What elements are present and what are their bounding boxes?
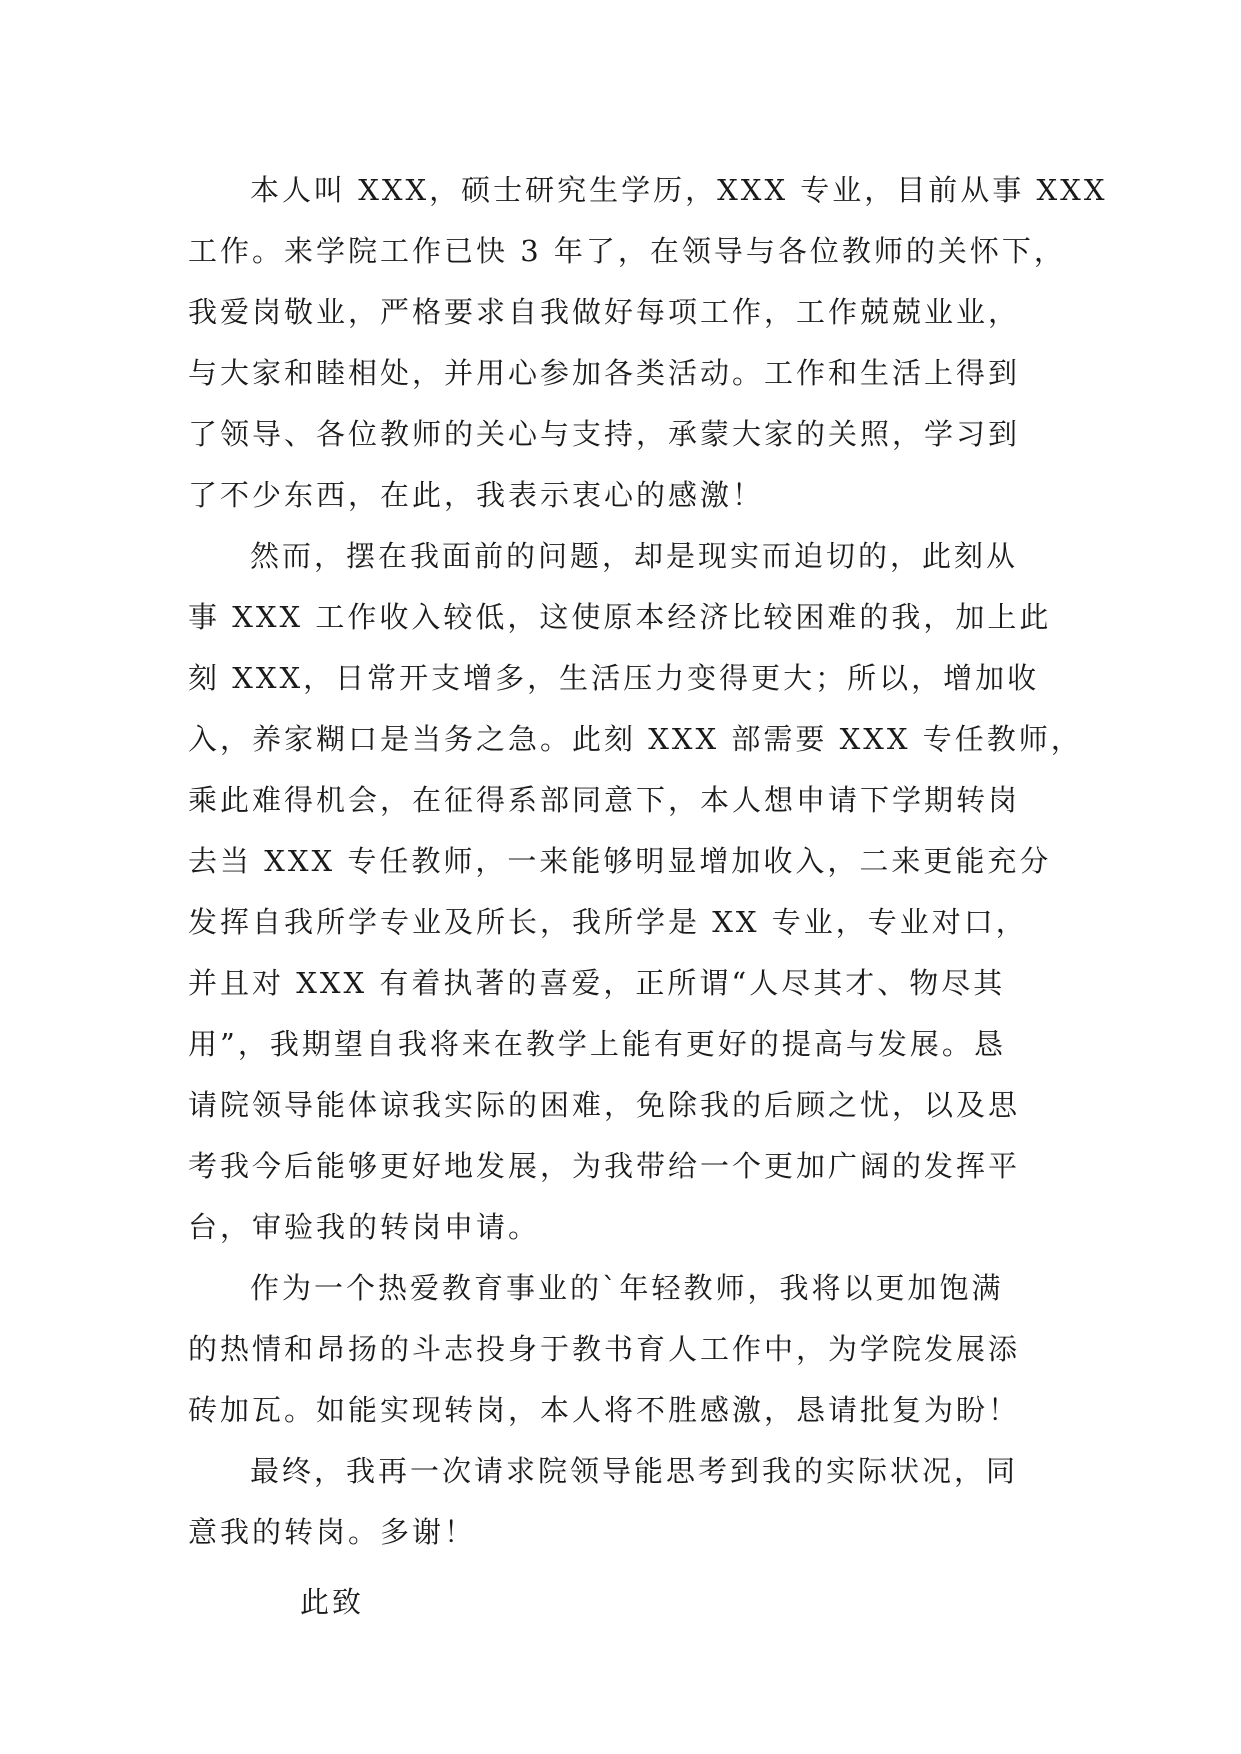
text-line: 请院领导能体谅我实际的困难，免除我的后顾之忧，以及思 [188,1088,1021,1122]
text-line: 并且对 XXX 有着执著的喜爱，正所谓“人尽其才、物尽其 [188,966,1006,1000]
paragraph-2 [188,526,1083,1258]
text-line: 台，审验我的转岗申请。 [188,1210,541,1244]
text-line: 入，养家糊口是当务之急。此刻 XXX 部需要 XXX 专任教师， [188,722,1083,756]
text-line: 了领导、各位教师的关心与支持，承蒙大家的关照，学习到 [188,417,1021,451]
paragraph-3 [188,1258,1058,1441]
text-line: 然而，摆在我面前的问题，却是现实而迫切的，此刻从 [250,539,1019,573]
paragraph-1 [188,160,1108,526]
text-line: 去当 XXX 专任教师，一来能够明显增加收入，二来更能充分 [188,844,1052,878]
text-line: 考我今后能够更好地发展，为我带给一个更加广阔的发挥平 [188,1149,1021,1183]
closing-salutation: 此致 [300,1585,365,1619]
text-line: 乘此难得机会，在征得系部同意下，本人想申请下学期转岗 [188,783,1021,817]
paragraph-4 [188,1441,1058,1563]
text-line: 事 XXX 工作收入较低，这使原本经济比较困难的我，加上此 [188,600,1052,634]
text-line: 我爱岗敬业，严格要求自我做好每项工作，工作兢兢业业， [188,295,1021,329]
text-line: 工作。来学院工作已快 3 年了，在领导与各位教师的关怀下， [188,234,1066,268]
text-line: 了不少东西，在此，我表示衷心的感激！ [188,478,765,512]
text-line: 与大家和睦相处，并用心参加各类活动。工作和生活上得到 [188,356,1021,390]
text-line: 刻 XXX，日常开支增多，生活压力变得更大；所以，增加收 [188,661,1040,695]
text-line: 作为一个热爱教育事业的`年轻教师，我将以更加饱满 [250,1271,1004,1305]
letter-body [188,160,1108,1633]
text-line: 本人叫 XXX，硕士研究生学历，XXX 专业，目前从事 XXX [250,173,1108,207]
text-line: 用”，我期望自我将来在教学上能有更好的提高与发展。恳 [188,1027,1006,1061]
text-line: 砖加瓦。如能实现转岗，本人将不胜感激，恳请批复为盼！ [188,1393,1021,1427]
text-line: 发挥自我所学专业及所长，我所学是 XX 专业，专业对口， [188,905,1028,939]
text-line: 的热情和昂扬的斗志投身于教书育人工作中，为学院发展添 [188,1332,1021,1366]
text-line: 意我的转岗。多谢！ [188,1515,477,1549]
text-line: 最终，我再一次请求院领导能思考到我的实际状况，同 [250,1454,1019,1488]
